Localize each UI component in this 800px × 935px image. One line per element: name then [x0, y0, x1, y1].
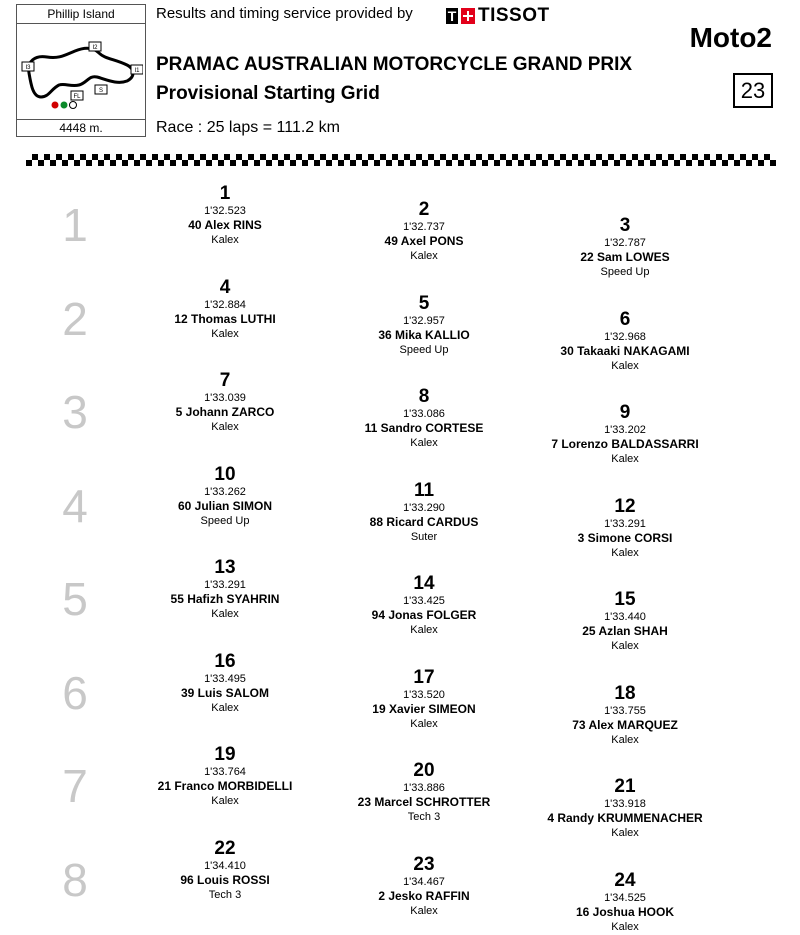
- rider-name: 30 Takaaki NAKAGAMI: [560, 343, 690, 358]
- grid-position: 2: [418, 199, 430, 220]
- lap-time: 1'33.262: [204, 485, 246, 498]
- grid-position: 14: [413, 573, 435, 594]
- swiss-cross-icon: [461, 8, 475, 24]
- team-name: Kalex: [211, 795, 239, 807]
- grid-slot: [125, 278, 325, 341]
- rider-name: 19 Xavier SIMEON: [372, 701, 476, 716]
- team-name: Kalex: [611, 453, 639, 465]
- document-title: Provisional Starting Grid: [156, 83, 380, 104]
- green-marker-icon: [61, 102, 68, 109]
- grid-slot: [324, 574, 524, 637]
- grid-position: 9: [619, 402, 631, 423]
- red-marker-icon: [52, 102, 59, 109]
- rider-name: 36 Mika KALLIO: [378, 327, 470, 342]
- grid-slot: [125, 839, 325, 902]
- team-name: Kalex: [211, 234, 239, 246]
- rider-name: 12 Thomas LUTHI: [174, 311, 276, 326]
- rider-name: 55 Hafizh SYAHRIN: [170, 592, 280, 606]
- grid-position: 18: [614, 682, 636, 704]
- grid-slot: [525, 497, 725, 560]
- rider-name: 49 Axel PONS: [384, 234, 464, 248]
- grid-position: 7: [219, 370, 231, 391]
- grid-position: 15: [614, 589, 636, 610]
- track-name: Phillip Island: [17, 5, 145, 24]
- rider-name: 60 Julian SIMON: [177, 498, 273, 513]
- team-name: Kalex: [410, 624, 438, 636]
- race-info: Race : 25 laps = 111.2 km: [156, 119, 340, 136]
- track-map-icon: [19, 25, 143, 121]
- event-title: PRAMAC AUSTRALIAN MOTORCYCLE GRAND PRIX: [156, 54, 633, 75]
- track-length: 4448 m.: [17, 119, 145, 136]
- grid-position: 24: [614, 869, 636, 891]
- grid-slot: [324, 855, 524, 918]
- team-name: Suter: [410, 530, 438, 543]
- sponsor-logo: [446, 6, 550, 26]
- lap-time: 1'33.764: [204, 766, 246, 778]
- grid-position: 13: [214, 557, 236, 578]
- provider-text: Results and timing service provided by: [156, 5, 413, 22]
- grid-slot: [324, 294, 524, 357]
- lap-time: 1'33.291: [604, 517, 646, 530]
- lap-time: 1'32.968: [604, 330, 646, 343]
- grid-position: 12: [614, 495, 636, 517]
- grid-slot: [125, 652, 325, 715]
- team-name: Kalex: [410, 250, 438, 262]
- grid-slot: [125, 558, 325, 621]
- grid-slot: [525, 403, 725, 466]
- grid-position: 23: [413, 853, 435, 875]
- grid-slot: [525, 871, 725, 934]
- rider-name: 40 Alex RINS: [188, 218, 262, 232]
- rider-name: 39 Luis SALOM: [180, 685, 269, 700]
- team-name: Tech 3: [407, 811, 441, 823]
- page-number-box: 23: [733, 73, 773, 108]
- rider-name: 23 Marcel SCHROTTER: [357, 795, 491, 809]
- team-name: Speed Up: [399, 343, 449, 356]
- track-map-label: FL: [73, 94, 81, 100]
- team-name: Kalex: [611, 733, 639, 746]
- grid-row-number: 4: [62, 479, 88, 532]
- grid-row-number: 7: [62, 760, 88, 812]
- lap-time: 1'33.086: [403, 408, 445, 420]
- tissot-t-icon: T: [447, 8, 457, 24]
- track-map-label: I1: [134, 68, 140, 74]
- grid-position: 11: [413, 479, 435, 501]
- grid-row-number: 6: [62, 666, 88, 719]
- grid-position: 17: [413, 666, 435, 688]
- lap-time: 1'32.737: [403, 221, 445, 233]
- grid-position: 22: [214, 837, 236, 859]
- grid-slot: [125, 745, 325, 808]
- lap-time: 1'32.957: [403, 314, 445, 327]
- grid-row-number: 2: [62, 292, 88, 345]
- rider-name: 5 Johann ZARCO: [175, 405, 275, 419]
- lap-time: 1'33.291: [204, 579, 246, 591]
- grid-slot: [324, 481, 524, 544]
- lap-time: 1'33.202: [604, 424, 646, 436]
- rider-name: 22 Sam LOWES: [580, 250, 670, 264]
- team-name: Kalex: [211, 327, 239, 340]
- team-name: Kalex: [211, 421, 239, 433]
- sponsor-name: TISSOT: [478, 5, 550, 26]
- grid-row-number: 1: [62, 199, 88, 251]
- rider-name: 2 Jesko RAFFIN: [378, 888, 470, 903]
- team-name: Kalex: [611, 640, 639, 652]
- category-label: Moto2: [689, 22, 772, 53]
- rider-name: 94 Jonas FOLGER: [371, 608, 477, 622]
- team-name: Kalex: [611, 920, 639, 933]
- grid-slot: [525, 216, 725, 279]
- grid-position: 5: [418, 292, 430, 314]
- team-name: Kalex: [410, 717, 438, 730]
- grid-slot: [324, 387, 524, 450]
- lap-time: 1'34.410: [204, 859, 246, 872]
- rider-name: 11 Sandro CORTESE: [364, 421, 484, 435]
- lap-time: 1'34.525: [604, 891, 646, 904]
- lap-time: 1'33.290: [403, 501, 445, 514]
- team-name: Kalex: [611, 827, 639, 839]
- team-name: Kalex: [211, 701, 239, 714]
- track-map-label: I3: [25, 65, 31, 71]
- grid-position: 16: [214, 650, 236, 672]
- rider-name: 16 Joshua HOOK: [575, 904, 675, 919]
- rider-name: 4 Randy KRUMMENACHER: [547, 811, 703, 825]
- team-name: Kalex: [611, 359, 639, 372]
- rider-name: 73 Alex MARQUEZ: [572, 717, 678, 732]
- lap-time: 1'33.440: [604, 611, 646, 623]
- rider-name: 3 Simone CORSI: [577, 530, 673, 545]
- grid-position: 3: [619, 215, 631, 236]
- lap-time: 1'34.467: [403, 875, 445, 888]
- rider-name: 88 Ricard CARDUS: [369, 514, 479, 529]
- team-name: Kalex: [410, 904, 438, 917]
- lap-time: 1'33.886: [403, 782, 445, 794]
- rider-name: 7 Lorenzo BALDASSARRI: [551, 437, 699, 451]
- grid-slot: [525, 684, 725, 747]
- lap-time: 1'32.884: [204, 298, 246, 311]
- grid-position: 19: [214, 744, 236, 765]
- team-name: Kalex: [410, 437, 438, 449]
- team-name: Tech 3: [208, 888, 242, 901]
- grid-slot: [324, 761, 524, 824]
- grid-slot: [525, 777, 725, 840]
- team-name: Kalex: [611, 546, 639, 559]
- team-name: Speed Up: [200, 514, 250, 527]
- grid-row-number: 8: [62, 853, 88, 906]
- rider-name: 21 Franco MORBIDELLI: [157, 779, 293, 793]
- grid-slot: [324, 200, 524, 263]
- grid-position: 6: [619, 308, 631, 330]
- track-info-box: [16, 4, 146, 137]
- grid-slot: [125, 465, 325, 528]
- track-map-label: I2: [92, 45, 98, 51]
- lap-time: 1'32.523: [204, 205, 246, 217]
- grid-position: 4: [219, 276, 231, 298]
- lap-time: 1'33.495: [204, 672, 246, 685]
- lap-time: 1'32.787: [604, 237, 646, 249]
- team-name: Speed Up: [600, 266, 650, 278]
- grid-slot: [324, 668, 524, 731]
- grid-slot: [125, 184, 325, 247]
- rider-name: 96 Louis ROSSI: [180, 872, 270, 887]
- grid-slot: [525, 590, 725, 653]
- rider-name: 25 Azlan SHAH: [582, 624, 668, 638]
- lap-time: 1'33.039: [204, 392, 246, 404]
- grid-position: 20: [413, 760, 435, 781]
- grid-slot: [125, 371, 325, 434]
- checkered-divider: [26, 154, 776, 166]
- grid-row-number: 3: [62, 386, 88, 438]
- grid-position: 8: [418, 386, 430, 407]
- lap-time: 1'33.520: [403, 688, 445, 701]
- track-map-label: S: [98, 88, 104, 94]
- grid-slot: [525, 310, 725, 373]
- lap-time: 1'33.755: [604, 704, 646, 717]
- grid-position: 10: [214, 463, 236, 485]
- lap-time: 1'33.425: [403, 595, 445, 607]
- grid-position: 21: [614, 776, 636, 797]
- team-name: Kalex: [211, 608, 239, 620]
- checker-marker-icon: [70, 102, 77, 109]
- lap-time: 1'33.918: [604, 798, 646, 810]
- grid-row-number: 5: [62, 573, 88, 625]
- grid-position: 1: [219, 183, 231, 204]
